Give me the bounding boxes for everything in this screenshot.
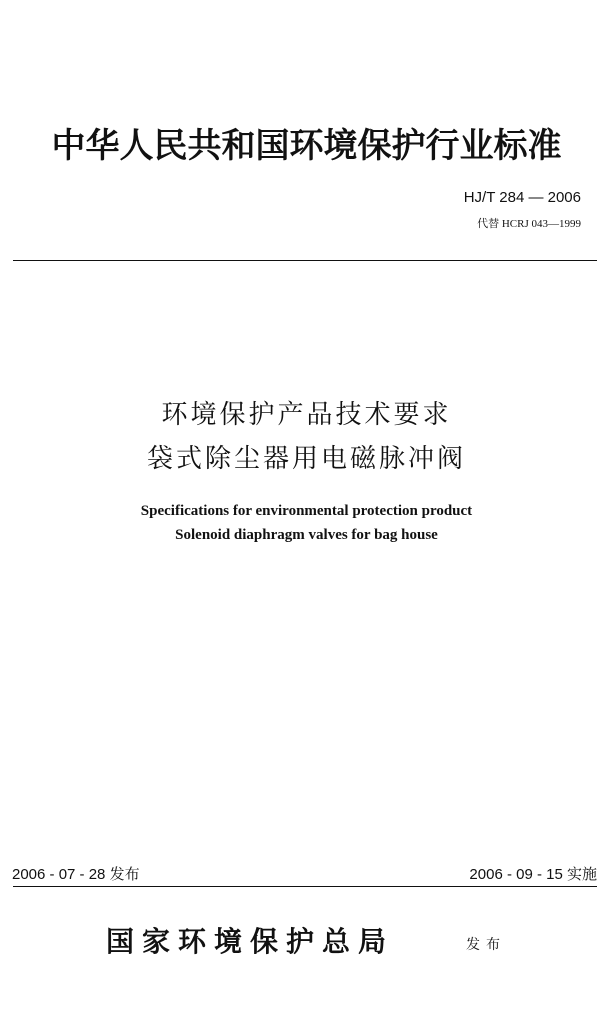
replaces-standard: 代替 HCRJ 043—1999 (477, 218, 581, 230)
implementation-date: 2006 - 09 - 15 实施 (469, 866, 597, 883)
standard-category-title: 中华人民共和国环境保护行业标准 (51, 126, 562, 166)
top-divider (13, 260, 597, 261)
publisher-name: 国家环境保护总局 (106, 925, 395, 958)
standard-number: HJ/T 284 — 2006 (463, 189, 581, 206)
bottom-divider (13, 886, 597, 887)
document-title-cn-line1: 环境保护产品技术要求 (161, 400, 452, 430)
document-title-cn-line2: 袋式除尘器用电磁脉冲阀 (146, 444, 466, 474)
publish-label: 发布 (466, 937, 506, 953)
document-title-en-line1: Specifications for environmental protection product (140, 503, 473, 519)
issue-date: 2006 - 07 - 28 发布 (12, 866, 140, 883)
document-title-en-line2: Solenoid diaphragm valves for bag house (175, 527, 438, 543)
